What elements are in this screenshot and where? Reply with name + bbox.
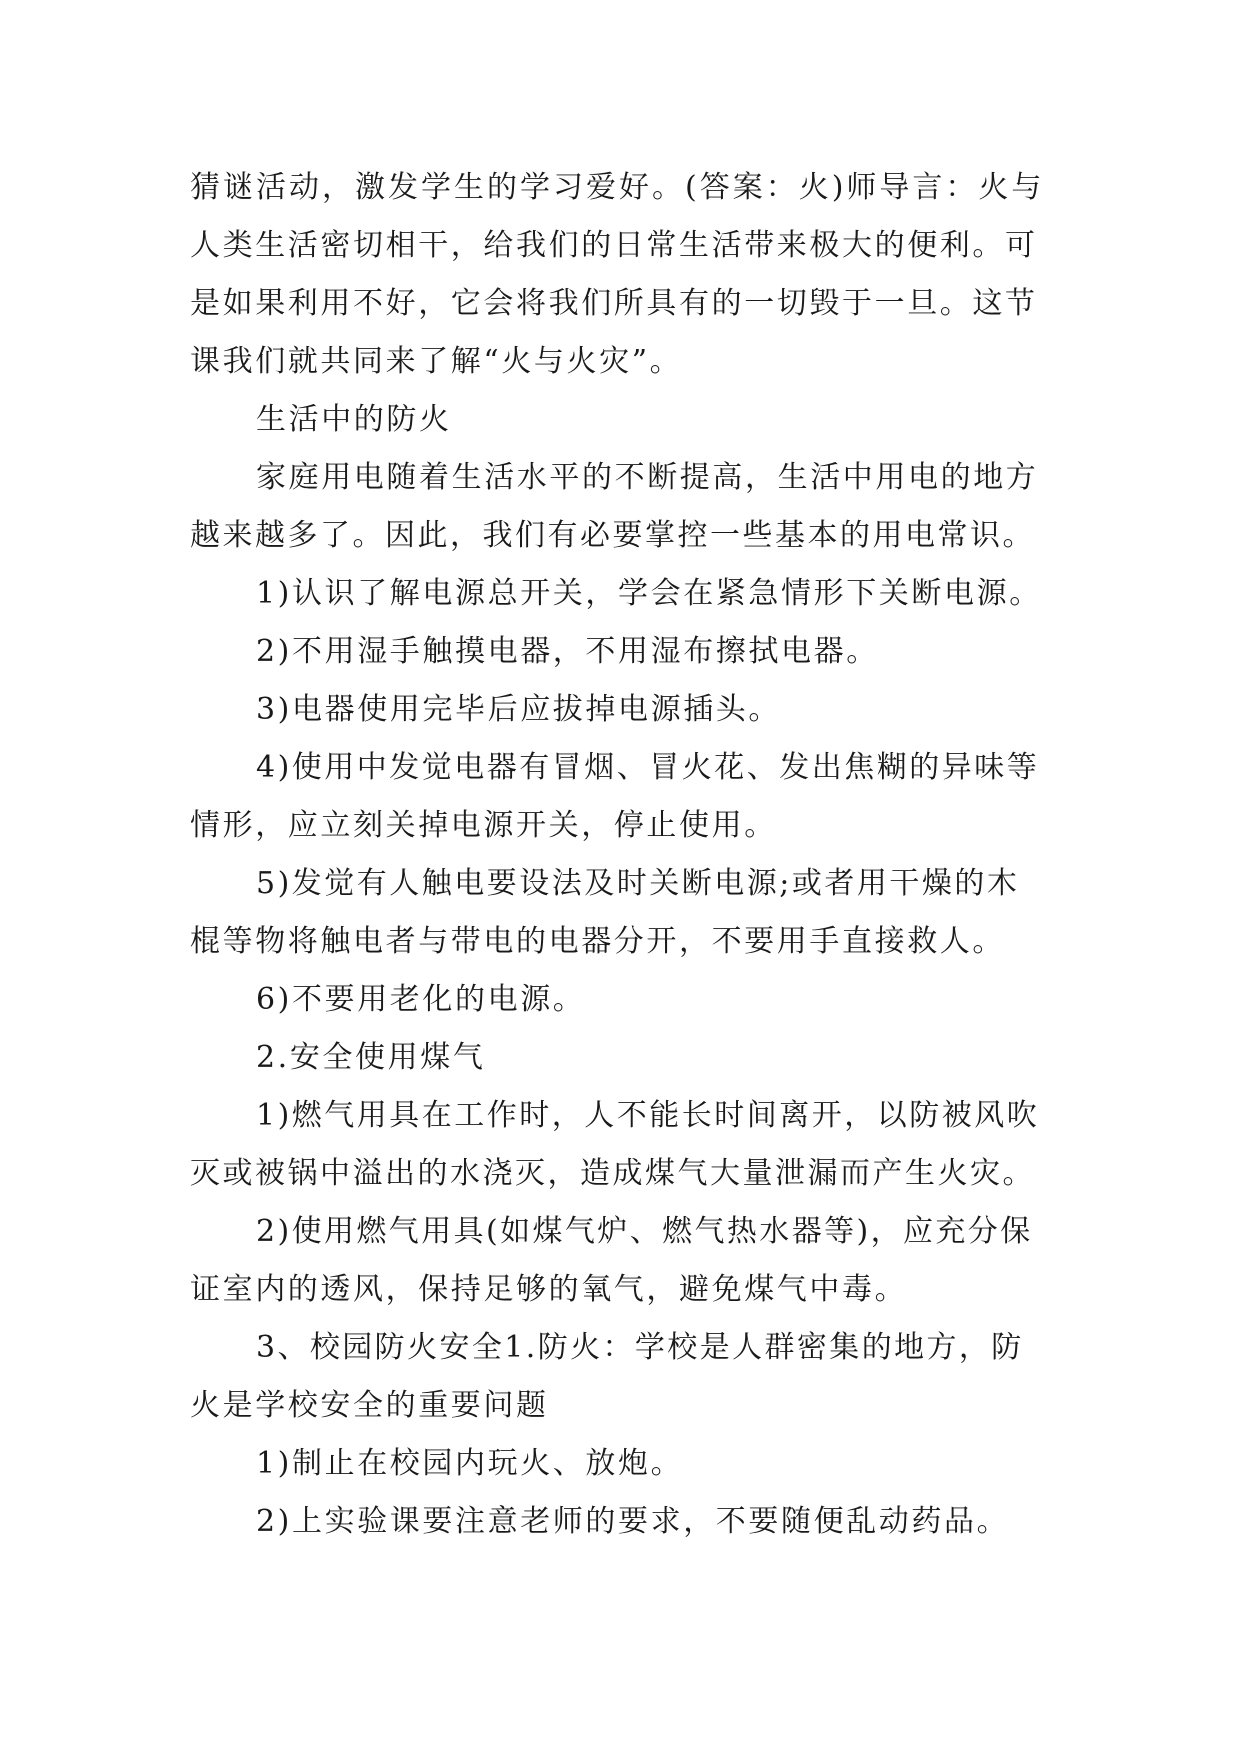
- text-line: 人类生活密切相干，给我们的日常生活带来极大的便利。可: [190, 228, 1038, 263]
- section-heading: 生活中的防火: [256, 402, 452, 437]
- text-line: 火是学校安全的重要问题: [190, 1388, 549, 1423]
- text-line: 棍等物将触电者与带电的电器分开，不要用手直接救人。: [190, 924, 1005, 959]
- list-item: 2)上实验课要注意老师的要求，不要随便乱动药品。: [256, 1504, 1010, 1539]
- list-item: 1)燃气用具在工作时，人不能长时间离开，以防被风吹: [256, 1098, 1040, 1133]
- list-item: 2)不用湿手触摸电器，不用湿布擦拭电器。: [256, 634, 879, 669]
- list-item: 6)不要用老化的电源。: [256, 982, 586, 1017]
- text-line: 家庭用电随着生活水平的不断提高，生活中用电的地方: [256, 460, 1039, 495]
- list-item: 1)制止在校园内玩火、放炮。: [256, 1446, 684, 1481]
- list-item: 2)使用燃气用具(如煤气炉、燃气热水器等)，应充分保: [256, 1214, 1033, 1249]
- list-item: 4)使用中发觉电器有冒烟、冒火花、发出焦糊的异味等: [256, 750, 1040, 785]
- list-item: 1)认识了解电源总开关，学会在紧急情形下关断电源。: [256, 576, 1042, 611]
- list-item: 5)发觉有人触电要设法及时关断电源;或者用干燥的木: [256, 866, 1020, 901]
- section-heading: 2.安全使用煤气: [256, 1040, 486, 1075]
- text-line: 证室内的透风，保持足够的氧气，避免煤气中毒。: [190, 1272, 908, 1307]
- list-item: 3)电器使用完毕后应拔掉电源插头。: [256, 692, 781, 727]
- text-line: 灭或被锅中溢出的水浇灭，造成煤气大量泄漏而产生火灾。: [190, 1156, 1035, 1191]
- text-line: 越来越多了。因此，我们有必要掌控一些基本的用电常识。: [190, 518, 1035, 553]
- text-line: 课我们就共同来了解“火与火灾”。: [190, 344, 683, 379]
- text-line: 猜谜活动，激发学生的学习爱好。(答案：火)师导言：火与: [190, 170, 1045, 205]
- text-line: 情形，应立刻关掉电源开关，停止使用。: [190, 808, 777, 843]
- section-heading: 3、校园防火安全1.防火：学校是人群密集的地方，防: [256, 1330, 1024, 1365]
- text-line: 是如果利用不好，它会将我们所具有的一切毁于一旦。这节: [190, 286, 1038, 321]
